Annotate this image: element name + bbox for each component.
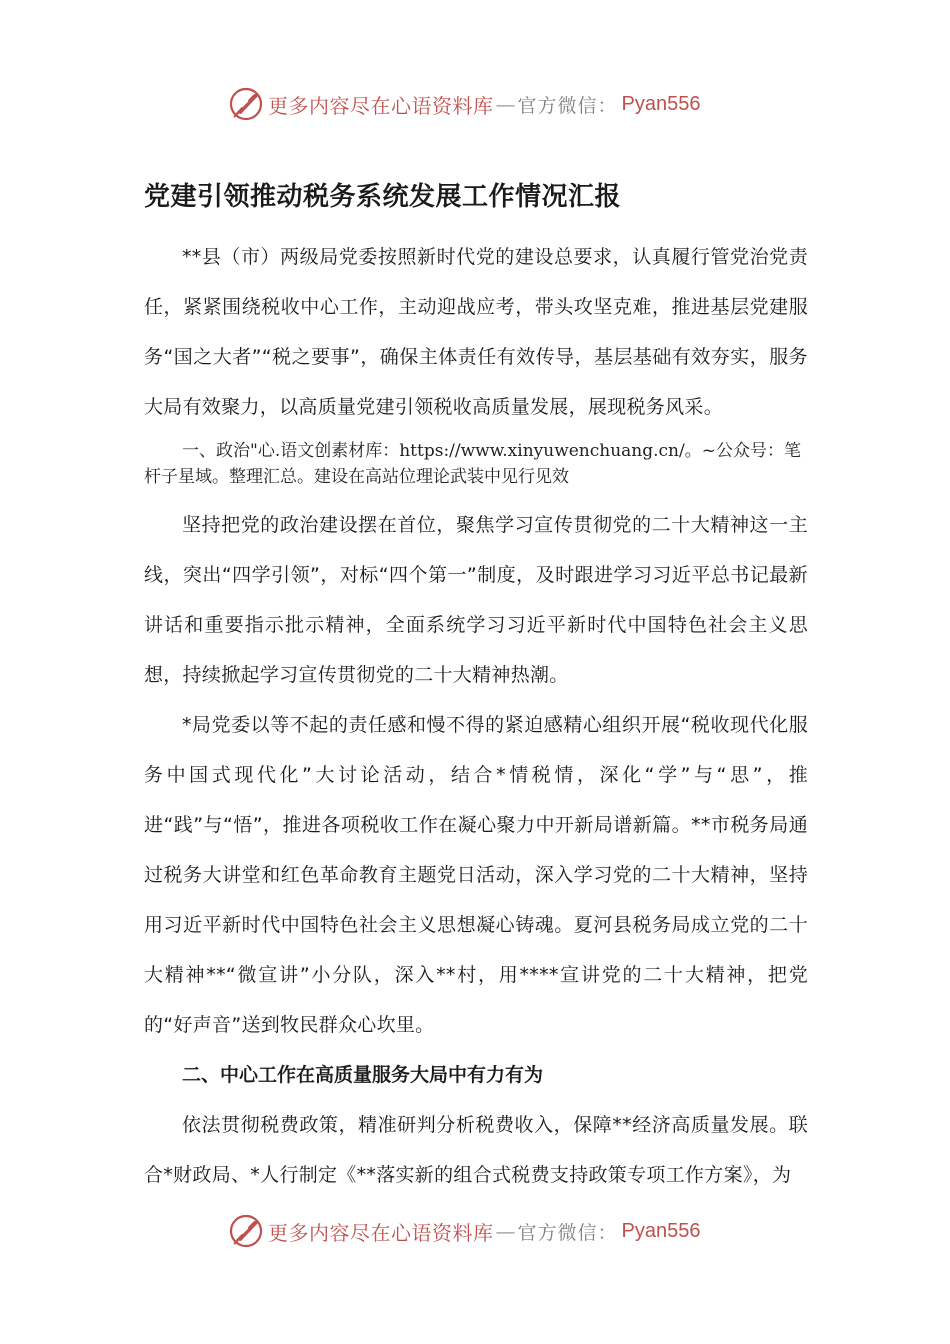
section-heading-1: 一、政治"心.语文创素材库：https://www.xinyuwenchuang.cn/。~公众号：笔杆子星域。整理汇总。建设在高站位理论武装中见行见效 [144,441,801,487]
paragraph-intro: **县（市）两级局党委按照新时代党的建设总要求，认真履行管党治党责任，紧紧围绕税收中心工作，主动迎战应考，带头攻坚克难，推进基层党建服务“国之大者”“税之要事”，确保主体责任有效传导，基层基础有效夯实，服务大局有效聚力，以高质量党建引领税收高质量发展，展现税务风采。 [144,246,808,418]
banner-dash: — [495,1219,516,1243]
quill-pen-logo-icon [228,86,264,122]
document-title: 党建引领推动税务系统发展工作情况汇报 [144,182,622,212]
section-heading-2: 二、中心工作在高质量服务大局中有力有为 [182,1064,544,1086]
document-body [144,232,808,1200]
banner-slogan: 更多内容尽在心语资料库 [268,93,494,118]
banner-wechat-label: 官方微信： [517,94,618,117]
paragraph-political: 坚持把党的政治建设摆在首位，聚焦学习宣传贯彻党的二十大精神这一主线，突出“四学引领”，对标“四个第一”制度，及时跟进学习习近平总书记最新讲话和重要指示批示精神，全面系统学习习近平新时代中国特色社会主义思想，持续掀起学习宣传贯彻党的二十大精神热潮。 [144,514,808,686]
banner-wechat-id: Pyan556 [621,1219,701,1242]
quill-pen-logo-icon [228,1213,264,1249]
footer-banner [228,1211,748,1251]
banner-slogan: 更多内容尽在心语资料库 [268,1220,494,1245]
banner-wechat-id: Pyan556 [621,92,701,115]
banner-wechat-label: 官方微信： [517,1221,618,1244]
header-banner [228,84,748,124]
paragraph-tax-policy: 依法贯彻税费政策，精准研判分析税费收入，保障**经济高质量发展。联合*财政局、*人行制定《**落实新的组合式税费支持政策专项工作方案》，为 [144,1114,808,1186]
banner-dash: — [495,92,516,116]
paragraph-bureau-activities: *局党委以等不起的责任感和慢不得的紧迫感精心组织开展“税收现代化服务中国式现代化”大讨论活动，结合*情税情，深化“学”与“思”，推进“践”与“悟”，推进各项税收工作在凝心聚力中开新局谱新篇。**市税务局通过税务大讲堂和红色革命教育主题党日活动，深入学习党的二十大精神，坚持用习近平新时代中国特色社会主义思想凝心铸魂。夏河县税务局成立党的二十大精神**“微宣讲”小分队，深入**村，用****宣讲党的二十大精神，把党的“好声音”送到牧民群众心坎里。 [144,714,808,1036]
